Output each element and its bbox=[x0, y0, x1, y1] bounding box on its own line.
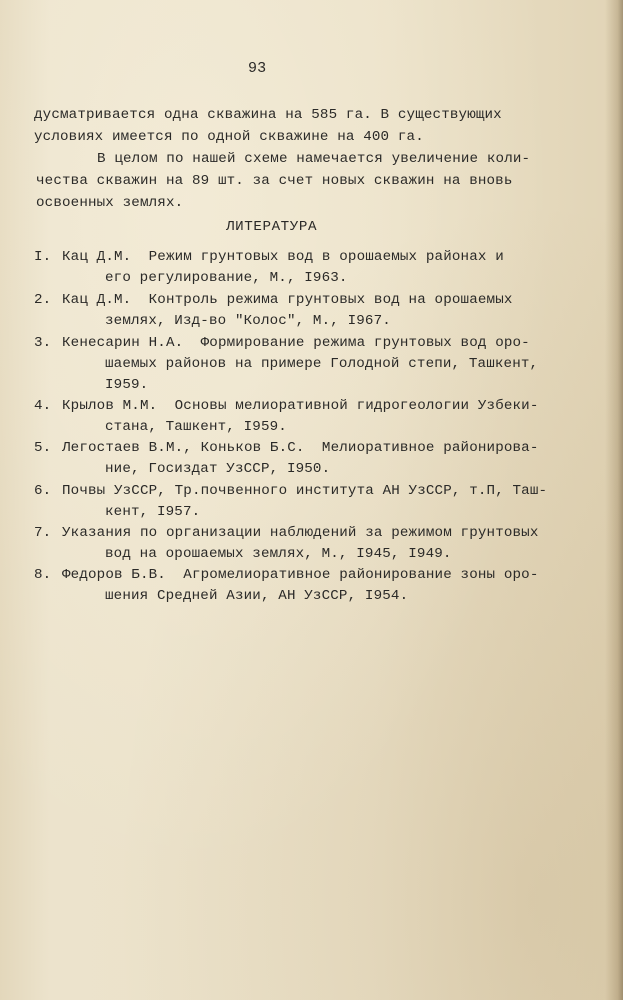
reference-number: 2. bbox=[34, 292, 52, 308]
body-line: дусматривается одна скважина на 585 га. В существующих bbox=[34, 107, 502, 123]
reference-line: Федоров Б.В. Агромелиоративное районирование зоны оро- bbox=[62, 567, 539, 583]
body-line: условиях имеется по одной скважине на 400 га. bbox=[34, 129, 424, 145]
reference-number: I. bbox=[34, 249, 52, 265]
body-line: освоенных землях. bbox=[36, 195, 184, 211]
reference-line: Указания по организации наблюдений за режимом грунтовых bbox=[62, 525, 539, 541]
reference-line: шения Средней Азии, АН УзССР, I954. bbox=[105, 588, 409, 604]
reference-line: кент, I957. bbox=[105, 504, 201, 520]
page-edge-shadow bbox=[605, 0, 623, 1000]
reference-number: 3. bbox=[34, 335, 52, 351]
reference-line: Крылов М.М. Основы мелиоративной гидрогеологии Узбеки- bbox=[62, 398, 539, 414]
reference-number: 8. bbox=[34, 567, 52, 583]
reference-line: стана, Ташкент, I959. bbox=[105, 419, 287, 435]
body-line: чества скважин на 89 шт. за счет новых скважин на вновь bbox=[36, 173, 513, 189]
reference-number: 7. bbox=[34, 525, 52, 541]
page-number: 93 bbox=[248, 60, 267, 77]
reference-line: Почвы УзССР, Тр.почвенного института АН УзССР, т.П, Таш- bbox=[62, 483, 548, 499]
reference-number: 5. bbox=[34, 440, 52, 456]
body-line: В целом по нашей схеме намечается увеличение коли- bbox=[97, 151, 531, 167]
references-heading: ЛИТЕРАТУРА bbox=[226, 219, 318, 235]
reference-line: Кенесарин Н.А. Формирование режима грунтовых вод оро- bbox=[62, 335, 530, 351]
reference-number: 6. bbox=[34, 483, 52, 499]
reference-line: вод на орошаемых землях, М., I945, I949. bbox=[105, 546, 452, 562]
reference-line: шаемых районов на примере Голодной степи, Ташкент, bbox=[105, 356, 539, 372]
reference-line: землях, Изд-во "Колос", М., I967. bbox=[105, 313, 391, 329]
reference-line: Легостаев В.М., Коньков Б.С. Мелиоративное районирова- bbox=[62, 440, 539, 456]
reference-line: ние, Госиздат УзССР, I950. bbox=[105, 461, 331, 477]
reference-line: Кац Д.М. Контроль режима грунтовых вод на орошаемых bbox=[62, 292, 513, 308]
reference-line: его регулирование, М., I963. bbox=[105, 270, 348, 286]
reference-line: I959. bbox=[105, 377, 149, 393]
reference-line: Кац Д.М. Режим грунтовых вод в орошаемых районах и bbox=[62, 249, 504, 265]
reference-number: 4. bbox=[34, 398, 52, 414]
